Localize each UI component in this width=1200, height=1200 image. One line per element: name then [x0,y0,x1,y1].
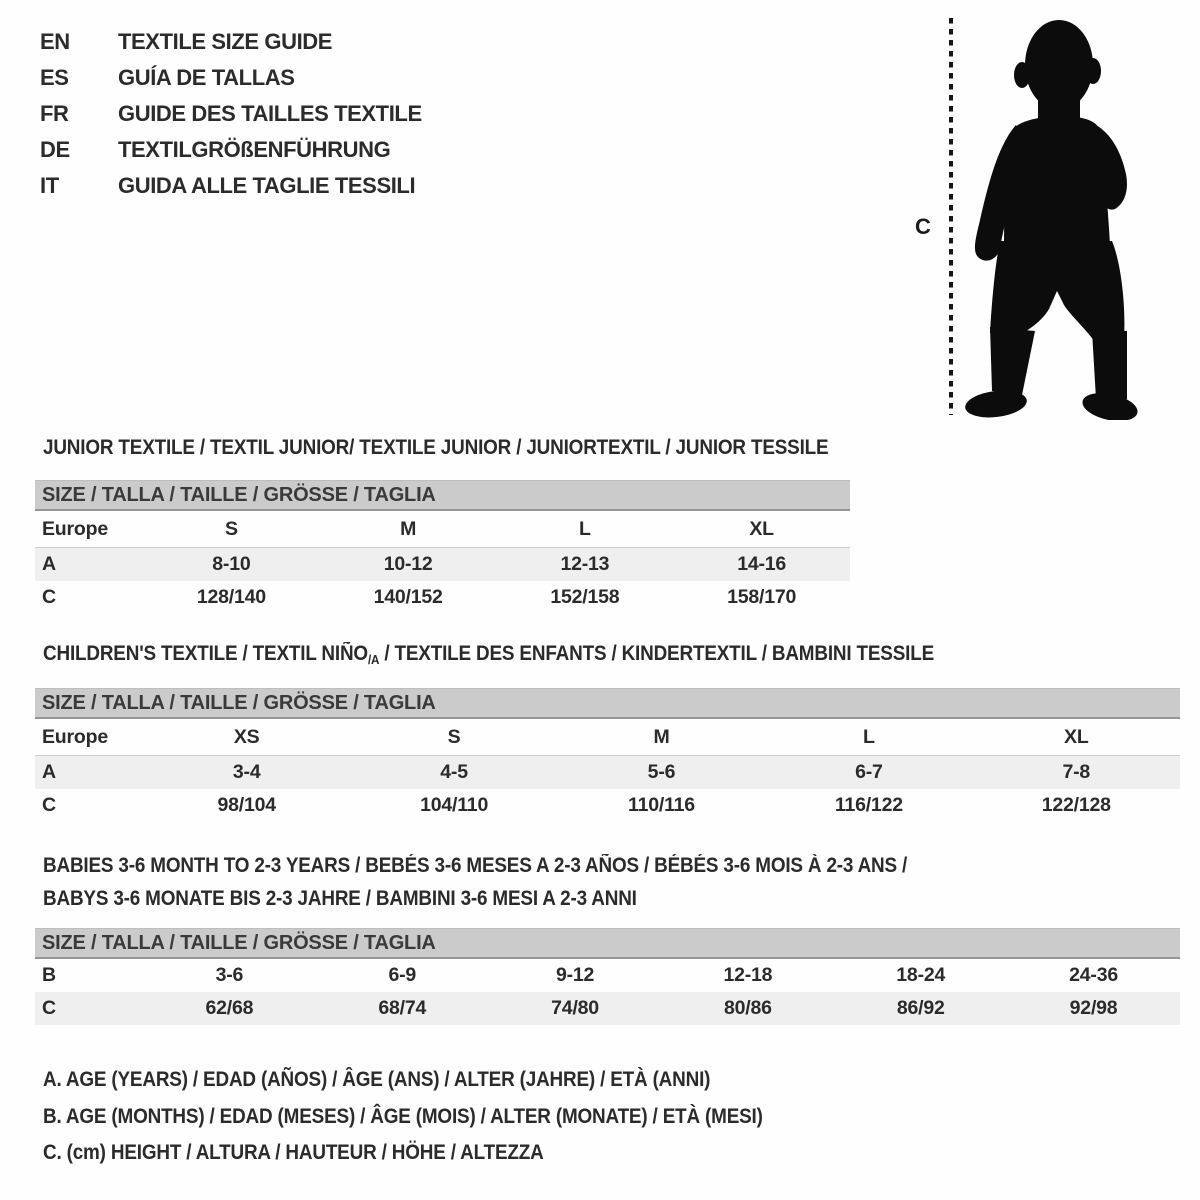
children-section-title [43,642,934,667]
table-cell: 6-7 [765,756,972,790]
table-cell: 80/86 [661,992,834,1025]
table-row-height [35,789,1180,822]
table-cell: 18-24 [896,964,946,986]
lang-row-de [40,132,422,168]
table-cell: 104/110 [420,794,489,816]
junior-section-title: JUNIOR TEXTILE / TEXTIL JUNIOR/ TEXTILE JUNIOR / JUNIORTEXTIL / JUNIOR TESSILE [43,436,829,459]
table-cell: 128/140 [196,586,266,608]
lang-label: GUIDE DES TAILLES TEXTILE [118,101,422,126]
babies-size-table [35,928,1180,1025]
lang-code: IT [40,173,59,198]
table-cell: 98/104 [217,794,276,816]
table-cell: 3-4 [143,756,350,790]
table-cell: XL [673,510,850,548]
lang-row-es [40,60,422,96]
lang-code: EN [40,29,70,54]
size-header-bar: SIZE / TALLA / TAILLE / GRÖSSE / TAGLIA [35,481,850,511]
table-cell: XS [143,718,350,756]
table-cell: 74/80 [489,992,662,1025]
size-header-bar: SIZE / TALLA / TAILLE / GRÖSSE / TAGLIA [35,689,1180,719]
table-cell: 6-9 [388,964,417,986]
table-cell: 140/152 [373,586,443,608]
table-row-age [35,548,850,582]
row-label: C [42,794,56,816]
table-cell: 12-18 [723,964,773,986]
measurement-legend [43,1062,763,1172]
lang-code: FR [40,101,69,126]
children-title-post: / TEXTILE DES ENFANTS / KINDERTEXTIL / BAMBINI TESSILE [379,642,935,665]
lang-row-en [40,24,422,60]
lang-row-it [40,168,422,204]
table-cell: 8-10 [143,548,320,582]
table-cell: 92/98 [1007,992,1180,1025]
babies-title-line1: BABIES 3-6 MONTH TO 2-3 YEARS / BEBÉS 3-6 MESES A 2-3 AÑOS / BÉBÉS 3-6 MOIS À 2-3 ANS / [43,854,908,877]
table-cell: 4-5 [350,756,557,790]
table-row-months [35,958,1180,992]
table-cell: 152/158 [550,586,620,608]
table-cell: XL [973,718,1180,756]
table-cell: 10-12 [320,548,497,582]
legend-line-c: C. (cm) HEIGHT / ALTURA / HAUTEUR / HÖHE / ALTEZZA [43,1141,544,1164]
table-cell: 12-13 [497,548,674,582]
table-cell: 24-36 [1069,964,1118,986]
lang-label: TEXTILE SIZE GUIDE [118,29,333,54]
table-cell: 9-12 [555,964,595,986]
table-cell: 7-8 [973,756,1180,790]
table-cell: 116/122 [834,794,903,816]
children-title-subscript: /A [367,652,380,667]
table-cell: 68/74 [316,992,489,1025]
table-cell: 122/128 [1041,794,1111,816]
babies-section-title [43,849,907,915]
table-cell: 110/116 [628,794,695,816]
table-row-europe [35,718,1180,756]
toddler-body [964,20,1140,420]
lang-label: GUÍA DE TALLAS [118,65,295,90]
row-label: C [42,586,56,608]
row-label: C [35,992,143,1025]
size-header-bar: SIZE / TALLA / TAILLE / GRÖSSE / TAGLIA [35,929,1180,959]
row-label: B [42,964,56,986]
legend-line-a: A. AGE (YEARS) / EDAD (AÑOS) / ÂGE (ANS) / ALTER (JAHRE) / ETÀ (ANNI) [43,1068,711,1091]
table-row-height [35,581,850,614]
table-cell: 62/68 [143,992,316,1025]
table-cell: 5-6 [558,756,765,790]
table-cell: M [320,510,497,548]
lang-label: GUIDA ALLE TAGLIE TESSILI [118,173,416,198]
table-cell: M [558,718,765,756]
height-measure-label: C [915,214,931,239]
table-cell: 158/170 [727,586,797,608]
lang-row-fr [40,96,422,132]
table-cell: 3-6 [215,964,244,986]
toddler-silhouette [900,5,1150,420]
children-size-table [35,688,1180,822]
row-label: Europe [35,718,143,756]
language-title-block [40,24,422,204]
babies-title-line2: BABYS 3-6 MONATE BIS 2-3 JAHRE / BAMBINI 3-6 MESI A 2-3 ANNI [43,887,637,910]
table-row-age [35,756,1180,790]
table-cell: L [497,510,674,548]
table-cell: S [143,510,320,548]
table-cell: L [765,718,972,756]
lang-label: TEXTILGRÖßENFÜHRUNG [118,137,391,162]
row-label: A [35,756,143,790]
table-cell: 14-16 [673,548,850,582]
row-label: A [35,548,143,582]
junior-size-table [35,480,850,614]
table-row-height [35,992,1180,1025]
lang-code: ES [40,65,69,90]
lang-code: DE [40,137,70,162]
legend-line-b: B. AGE (MONTHS) / EDAD (MESES) / ÂGE (MOIS) / ALTER (MONATE) / ETÀ (MESI) [43,1104,763,1128]
children-title-pre: CHILDREN'S TEXTILE / TEXTIL NIÑO [43,642,368,665]
table-row-europe [35,510,850,548]
table-cell: 86/92 [834,992,1007,1025]
row-label: Europe [35,510,143,548]
table-cell: S [350,718,557,756]
